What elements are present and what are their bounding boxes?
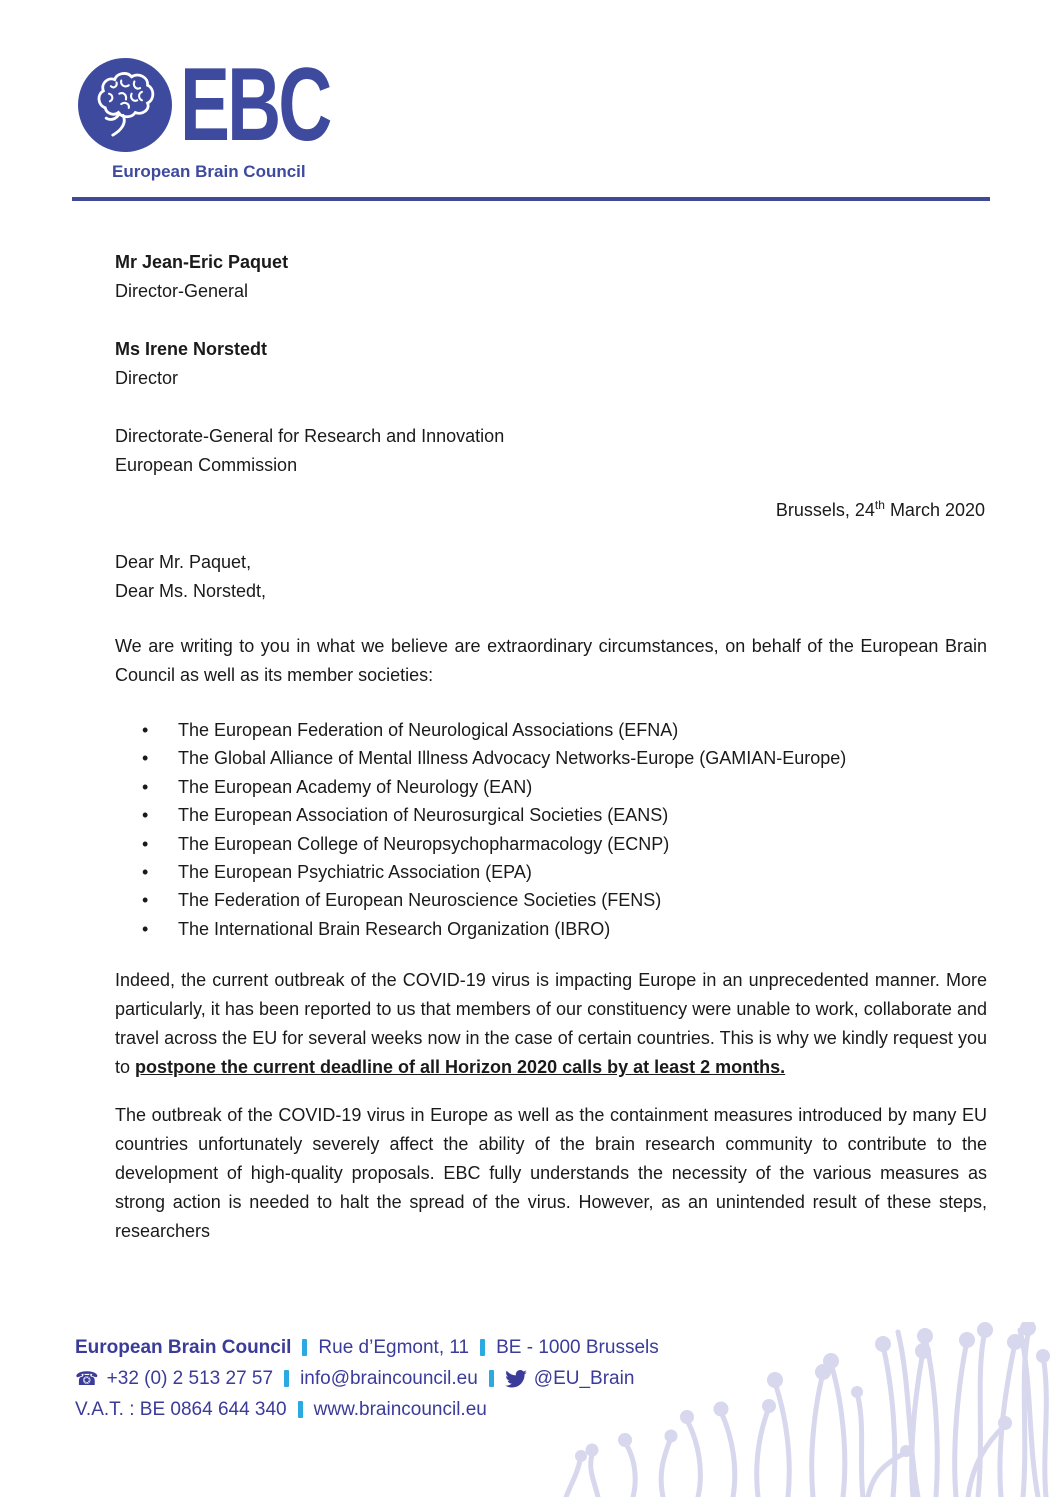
footer-website-link[interactable]: www.braincouncil.eu xyxy=(313,1398,487,1420)
footer-vat: V.A.T. : BE 0864 644 340 xyxy=(75,1398,287,1420)
logo-subtitle: European Brain Council xyxy=(112,162,306,181)
list-item: • The International Brain Research Organization (IBRO) xyxy=(142,915,846,943)
paragraph-request xyxy=(115,966,987,1082)
recipient-org-line-1: Directorate-General for Research and Innovation xyxy=(115,426,505,446)
ebc-logo xyxy=(78,47,388,181)
recipient-block xyxy=(115,248,504,480)
footer-email-link[interactable]: info@braincouncil.eu xyxy=(300,1367,478,1389)
footer-separator xyxy=(480,1339,485,1356)
salutation-line-1: Dear Mr. Paquet, xyxy=(115,552,252,572)
list-item: • The Federation of European Neuroscience Societies (FENS) xyxy=(142,886,846,914)
list-item: • The European Federation of Neurological Associations (EFNA) xyxy=(142,716,846,744)
header-divider xyxy=(72,197,990,201)
list-item: • The European Academy of Neurology (EAN) xyxy=(142,773,846,801)
recipient-title-2: Director xyxy=(115,368,179,388)
letterhead-footer xyxy=(75,1332,659,1425)
paragraph-request-text: Indeed, the current outbreak of the COVID-19 virus is impacting Europe in an unprecedented manner. More particularly, it has been reported to us that members of our constituency were unable to work, collaborate and travel across the EU for several weeks now in the case of certain countries. This is why we kindly request you to xyxy=(115,970,987,1077)
footer-org-name: European Brain Council xyxy=(75,1336,292,1358)
phone-icon: ☎ xyxy=(75,1367,99,1390)
list-item: • The European Psychiatric Association (EPA) xyxy=(142,858,846,886)
footer-phone: +32 (0) 2 513 27 57 xyxy=(106,1367,274,1389)
recipient-name-2: Ms Irene Norstedt xyxy=(115,339,268,359)
footer-city: BE - 1000 Brussels xyxy=(496,1336,659,1358)
recipient-name-1: Mr Jean-Eric Paquet xyxy=(115,252,289,272)
paragraph-intro: We are writing to you in what we believe are extraordinary circumstances, on behalf of the European Brain Council as well as its member societies: xyxy=(115,636,987,685)
footer-twitter-handle[interactable]: @EU_Brain xyxy=(533,1367,635,1389)
footer-separator xyxy=(489,1370,494,1387)
salutation-line-2: Dear Ms. Norstedt, xyxy=(115,581,267,601)
footer-separator xyxy=(302,1339,307,1356)
ebc-wordmark: EBC xyxy=(180,47,330,163)
footer-address: Rue d’Egmont, 11 xyxy=(318,1336,470,1358)
brain-logo-icon xyxy=(78,58,172,152)
footer-separator xyxy=(284,1370,289,1387)
request-emphasis: postpone the current deadline of all Horizon 2020 calls by at least 2 months. xyxy=(135,1057,786,1077)
salutation xyxy=(115,548,266,606)
member-societies-list xyxy=(142,716,846,943)
list-item: • The European Association of Neurosurgical Societies (EANS) xyxy=(142,801,846,829)
list-item: • The European College of Neuropsychopharmacology (ECNP) xyxy=(142,830,846,858)
recipient-title-1: Director-General xyxy=(115,281,249,301)
list-item: • The Global Alliance of Mental Illness Advocacy Networks-Europe (GAMIAN-Europe) xyxy=(142,744,846,772)
recipient-org-line-2: European Commission xyxy=(115,455,298,475)
date-ordinal: th xyxy=(874,498,885,512)
footer-separator xyxy=(298,1401,303,1418)
date-line: Brussels, 24th March 2020 xyxy=(775,498,985,520)
paragraph-context: The outbreak of the COVID-19 virus in Europe as well as the containment measures introduced by many EU countries unfortunately severely affect the ability of the brain research community to contribute to the development of high-quality proposals. EBC fully understands the necessity of the various measures as strong action is needed to halt the spread of the virus. However, as an unintended result of these steps, researchers xyxy=(115,1105,987,1241)
twitter-icon xyxy=(505,1370,527,1388)
